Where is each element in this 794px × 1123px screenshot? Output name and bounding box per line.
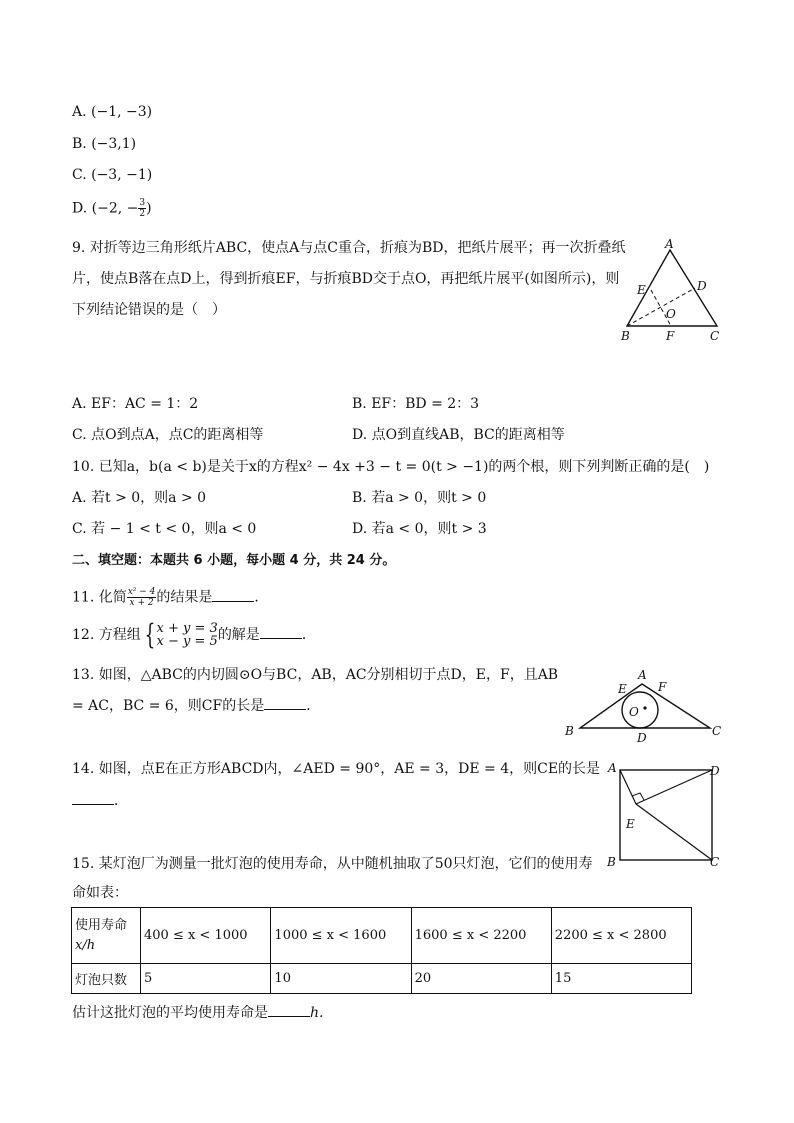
fraction-numerator: x² − 4 — [127, 587, 156, 597]
center-o-dot — [643, 706, 646, 709]
incircle-o — [622, 692, 658, 728]
q12-prefix: 12. 方程组 — [72, 627, 141, 643]
segment-ce — [636, 804, 712, 860]
table-cell-count: 20 — [411, 964, 551, 994]
q11-prefix: 11. 化简 — [72, 589, 127, 606]
q11-fraction — [127, 587, 157, 608]
table-cell-range: 2200 ≤ x < 2800 — [551, 908, 691, 964]
answer-blank[interactable] — [260, 626, 302, 639]
q9-option-d: D. 点O到直线AB，BC的距离相等 — [352, 427, 565, 443]
fraction-denominator: x + 2 — [129, 598, 154, 608]
fig14-label-e: E — [626, 817, 635, 831]
section-heading-fill-blank: 二、填空题：本题共 6 小题，每小题 4 分，共 24 分。 — [72, 553, 396, 568]
fig13-label-c: C — [712, 724, 722, 738]
fig9-label-e: E — [637, 283, 646, 297]
q12-suffix: 的解是 — [217, 627, 260, 643]
option-8d-fraction — [138, 198, 146, 219]
table-count-label: 灯泡只数 — [72, 964, 141, 994]
q9-option-b: B. EF：BD = 2：3 — [352, 396, 480, 412]
q13-stem-line1: 13. 如图，△ABC的内切圆⊙O与BC，AB，AC分别相切于点D，E，F，且AB — [72, 667, 559, 683]
table-cell-count: 10 — [271, 964, 411, 994]
q10-stem: 10. 已知a，b(a < b)是关于x的方程x² − 4x +3 − t = 0(t > −1)的两个根，则下列判断正确的是( ) — [72, 459, 710, 475]
q13-end: ． — [306, 698, 321, 714]
fig14-label-b: B — [607, 855, 616, 869]
fig13-label-f: F — [658, 680, 667, 694]
q13-line2-text: = AC，BC = 6，则CF的长是 — [72, 698, 265, 714]
answer-blank[interactable] — [72, 792, 114, 805]
segment-de — [636, 770, 712, 804]
q15-unit: h. — [310, 1005, 324, 1021]
q10-option-a: A. 若t > 0，则a > 0 — [72, 490, 207, 506]
table-cell-range: 1000 ≤ x < 1600 — [271, 908, 411, 964]
q12-end: ． — [301, 627, 316, 643]
q9-triangle-figure — [615, 238, 730, 348]
table-cell-range: 1600 ≤ x < 2200 — [411, 908, 551, 964]
fig14-label-a: A — [608, 761, 617, 775]
fig9-label-f: F — [666, 329, 675, 343]
option-8a: A. (−1, −3) — [72, 104, 153, 120]
q11-stem — [72, 587, 268, 608]
answer-blank[interactable] — [264, 697, 306, 710]
table-row — [72, 964, 692, 994]
fig13-label-b: B — [565, 724, 574, 738]
option-8d-suffix: ) — [146, 200, 152, 217]
q10-option-d: D. 若a < 0，则t > 3 — [352, 521, 487, 537]
option-8d — [72, 198, 152, 219]
square-abcd — [620, 770, 712, 860]
segment-ae — [620, 770, 636, 804]
fig13-label-o: O — [629, 705, 639, 719]
q14-square-figure — [600, 760, 730, 872]
table-cell-range: 400 ≤ x < 1000 — [141, 908, 271, 964]
q9-stem-line2: 片，使点B落在点D上，得到折痕EF，与折痕BD交于点O，再把纸片展平(如图所示)，则 — [72, 271, 620, 287]
fig14-label-c: C — [710, 855, 720, 869]
q12-equation-system — [157, 622, 218, 648]
fig9-label-o: O — [666, 307, 676, 321]
q14-stem-line2 — [72, 792, 128, 810]
q9-stem-line3: 下列结论错误的是（ ） — [72, 302, 226, 318]
option-8c: C. (−3, −1) — [72, 167, 153, 183]
table-cell-count: 15 — [551, 964, 691, 994]
q10-option-c: C. 若 − 1 < t < 0，则a < 0 — [72, 521, 257, 537]
q9-option-a: A. EF：AC = 1：2 — [72, 396, 199, 412]
fig9-label-c: C — [710, 329, 720, 343]
fig14-label-d: D — [710, 764, 720, 778]
q10-option-b: B. 若a > 0，则t > 0 — [352, 490, 487, 506]
fig13-label-e: E — [618, 682, 627, 696]
q9-option-c: C. 点O到点A，点C的距离相等 — [72, 427, 264, 443]
q13-stem-line2 — [72, 697, 320, 715]
answer-blank[interactable] — [268, 1004, 310, 1017]
header-label-1: 使用寿命 — [75, 917, 128, 933]
triangle-abc — [580, 684, 710, 728]
q12-equation-2: x − y = 5 — [156, 634, 218, 649]
table-header-cell — [72, 908, 141, 964]
fig13-label-d: D — [637, 731, 647, 745]
fig9-label-b: B — [621, 329, 630, 343]
lifespan-table — [71, 907, 692, 994]
fig13-label-a: A — [638, 668, 647, 682]
q14-end: ． — [114, 793, 128, 809]
table-cell-count: 5 — [141, 964, 271, 994]
q15-stem-line1: 15. 某灯泡厂为测量一批灯泡的使用寿命，从中随机抽取了50只灯泡，它们的使用寿 — [72, 856, 593, 872]
q13-incircle-figure — [560, 666, 730, 746]
q12-equation-1: x + y = 3 — [156, 621, 218, 636]
answer-blank[interactable] — [212, 589, 254, 602]
q9-stem-line1: 9. 对折等边三角形纸片ABC，使点A与点C重合，折痕为BD，把纸片展平；再一次折叠纸 — [72, 240, 626, 256]
fraction-numerator: 3 — [139, 198, 146, 208]
q14-stem-line1: 14. 如图，点E在正方形ABCD内，∠AED = 90°，AE = 3，DE = 4，则CE的长是 — [72, 761, 601, 777]
fraction-denominator: 2 — [139, 209, 146, 219]
q11-suffix: 的结果是 — [156, 589, 213, 606]
option-8b: B. (−3,1) — [72, 136, 137, 152]
left-brace-icon: { — [144, 618, 155, 651]
table-row — [72, 908, 692, 964]
fig9-label-a: A — [665, 238, 674, 251]
q12-stem — [72, 618, 316, 651]
q11-end: ． — [254, 589, 269, 606]
q15-stem-line2: 命如表： — [72, 885, 128, 901]
option-8d-prefix: D. (−2, − — [72, 200, 139, 217]
q15-tail — [72, 1004, 323, 1022]
q15-tail-text: 估计这批灯泡的平均使用寿命是 — [72, 1005, 268, 1021]
header-label-2: x/h — [75, 937, 96, 953]
fig9-label-d: D — [697, 279, 707, 293]
